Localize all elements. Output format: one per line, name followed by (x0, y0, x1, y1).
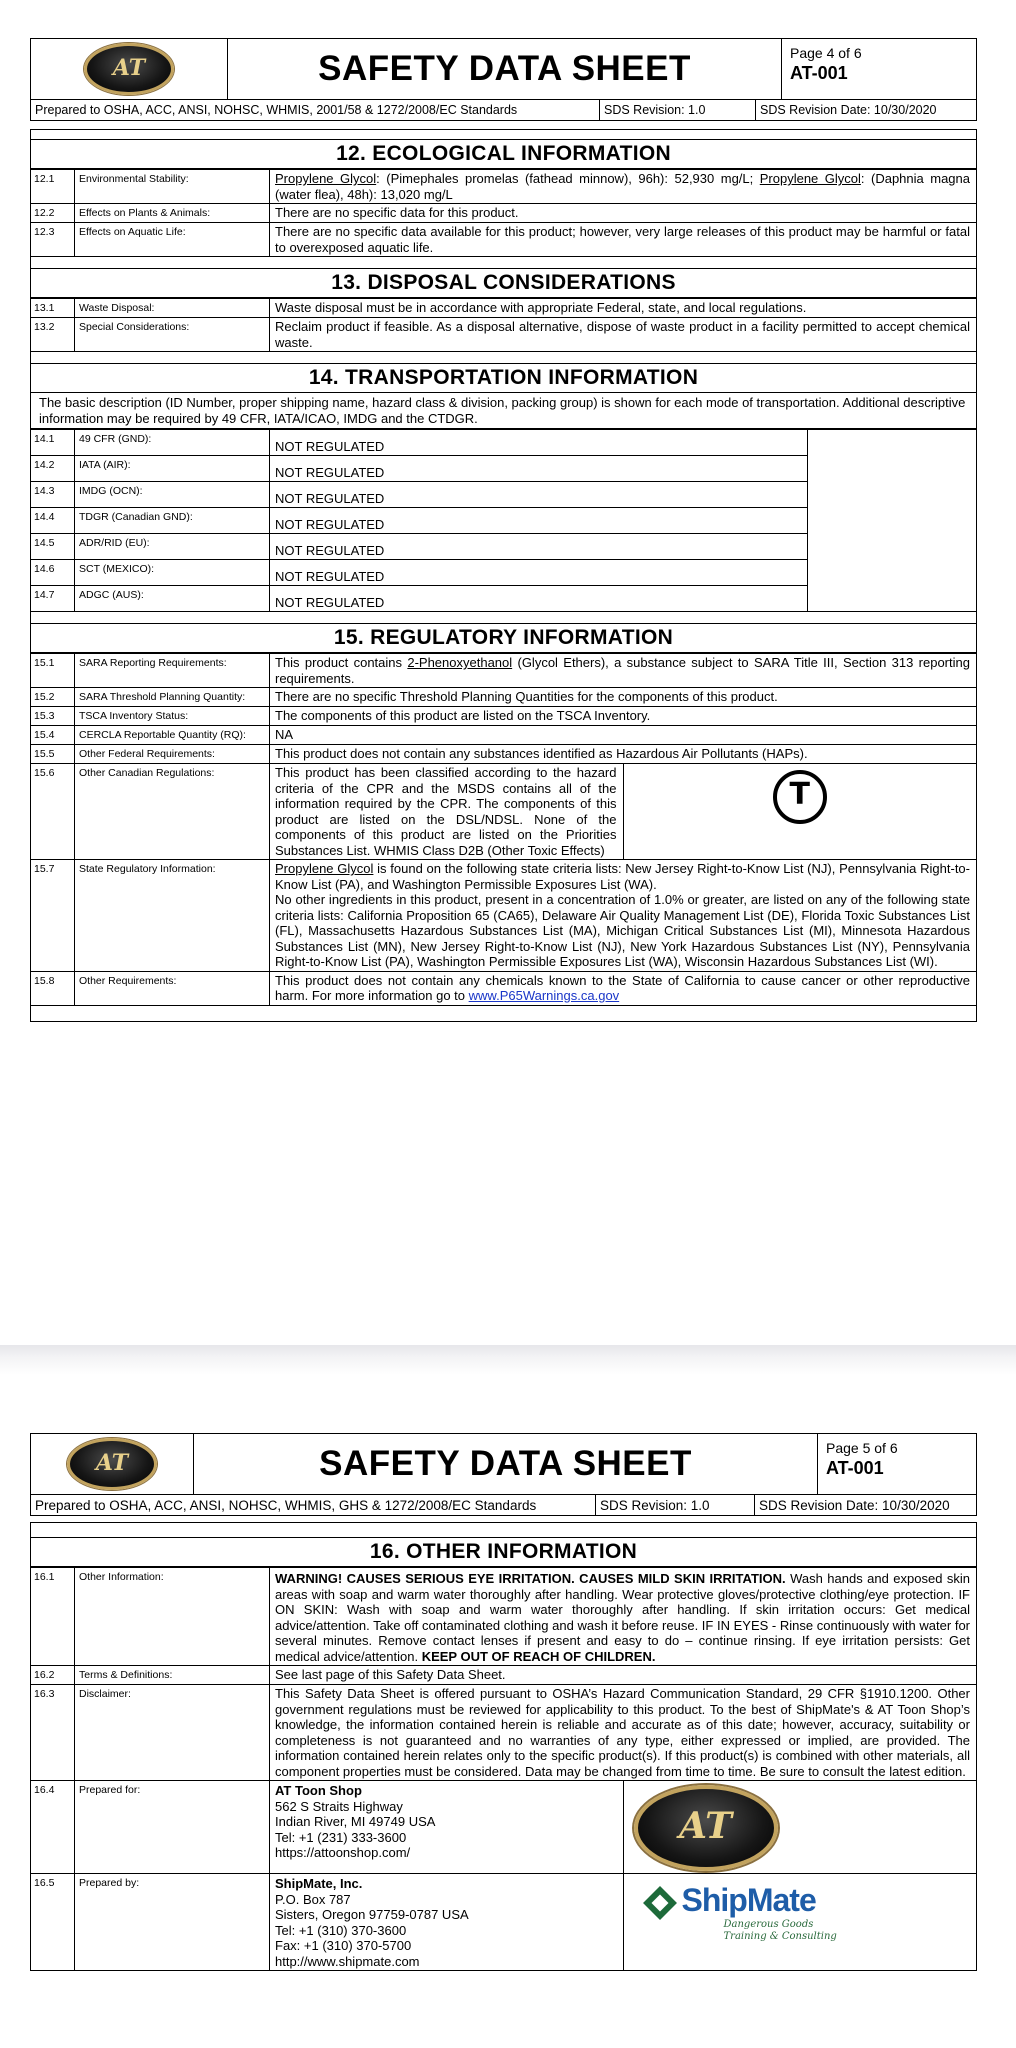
section-14-intro: The basic description (ID Number, proper shipping name, hazard class & division, packing group) is shown for each mode of transportation. Additional descriptive information may be required by 49 CFR, IATA/ICAO, IMDG and the CTDGR. (30, 393, 977, 429)
text-span: (Glycol Ethers), a substance subject to SARA Title III, Section 313 reporting requirements. (275, 655, 970, 686)
row-value: NOT REGULATED (270, 482, 808, 508)
row-number: 15.5 (31, 745, 75, 764)
row-label: Other Information: (75, 1568, 270, 1666)
page-number: Page 5 of 6 (826, 1440, 898, 1456)
row-12-3 (31, 223, 977, 257)
diamond-icon (643, 1886, 677, 1920)
standards-bar (30, 100, 977, 121)
sds-header (30, 38, 977, 100)
address-line: P.O. Box 787 (275, 1891, 351, 1907)
logo-cell (31, 39, 228, 100)
section-14-title: 14. TRANSPORTATION INFORMATION (30, 364, 977, 393)
row-value: NA (270, 726, 977, 745)
sds-revision: SDS Revision: 1.0 (600, 100, 756, 121)
sds-revision-date: SDS Revision Date: 10/30/2020 (755, 1495, 977, 1516)
sds-page-4 (30, 38, 977, 1003)
text-span: : (Pimephales promelas (fathead minnow), 96h): 52,930 mg/L; (376, 171, 760, 186)
row-16-2 (31, 1666, 977, 1685)
document-title: SAFETY DATA SHEET (228, 39, 782, 100)
standards-bar (30, 1495, 977, 1516)
section-13-title: 13. DISPOSAL CONSIDERATIONS (30, 269, 977, 298)
blank-cell (808, 430, 977, 612)
row-12-1 (31, 170, 977, 204)
row-15-1 (31, 654, 977, 688)
row-value: There are no specific Threshold Planning Quantities for the components of this product. (270, 688, 977, 707)
row-value: There are no specific data available for this product; however, very large releases of this product may be harmful or fatal to overexposed aquatic life. (270, 223, 977, 257)
row-label: SCT (MEXICO): (75, 560, 270, 586)
row-value: NOT REGULATED (270, 534, 808, 560)
row-label: IATA (AIR): (75, 456, 270, 482)
row-number: 16.2 (31, 1666, 75, 1685)
company-name: AT Toon Shop (275, 1783, 362, 1798)
product-code: AT-001 (826, 1458, 884, 1478)
section-15-table (30, 653, 977, 1006)
row-12-2 (31, 204, 977, 223)
row-label: Disclaimer: (75, 1685, 270, 1781)
p65-warnings-link[interactable]: www.P65Warnings.ca.gov (468, 988, 620, 1003)
row-value: This Safety Data Sheet is offered pursuant to OSHA’s Hazard Communication Standard, 29 CFR §1910.1200. Other government regulations must be reviewed for applicability to this product. To the best of ShipMate's & AT Toon Shop’s knowledge, the information contained herein is reliable and accurate as of this date; however, accuracy, suitability or completeness is not guaranteed and no warranties of any type, either expressed or implied, are provided. The information contained herein relates only to the specific product(s). If this product(s) is combined with other materials, all component properties must be considered. Data may be changed from time to time. Be sure to consult the latest edition. (270, 1685, 977, 1781)
row-label: IMDG (OCN): (75, 482, 270, 508)
row-number: 14.1 (31, 430, 75, 456)
row-number: 14.2 (31, 456, 75, 482)
row-16-5 (31, 1874, 977, 1971)
warning-text: WARNING! CAUSES SERIOUS EYE IRRITATION. CAUSES MILD SKIN IRRITATION. (275, 1571, 786, 1586)
row-number: 15.3 (31, 707, 75, 726)
fax: Fax: +1 (310) 370-5700 (275, 1938, 412, 1953)
row-15-7 (31, 860, 977, 972)
sds-page-5 (30, 1433, 977, 1970)
row-label: Other Federal Requirements: (75, 745, 270, 764)
address-line: Indian River, MI 49749 USA (275, 1814, 436, 1829)
row-number: 13.1 (31, 299, 75, 318)
row-16-1 (31, 1568, 977, 1666)
row-15-3 (31, 707, 977, 726)
row-label: Terms & Definitions: (75, 1666, 270, 1685)
row-value: See last page of this Safety Data Sheet. (270, 1666, 977, 1685)
row-number: 16.3 (31, 1685, 75, 1781)
row-number: 15.2 (31, 688, 75, 707)
text-span: No other ingredients in this product, present in a concentration of 1.0% or greater, are listed on any of the following state criteria lists: California Proposition 65 (CA65), Delaware Air Quality Management List (DE), Florida Toxic Substances List (FL), Massachusetts Hazardous Substances List (MA), Michigan Critical Substances List (MI), Minnesota Hazardous Substances List (MN), New Jersey Right-to-Know List (NJ), New York Hazardous Substances List (NY), Pennsylvania Right-to-Know List (PA), Washington Permissible Exposures List (WA), Wisconsin Hazardous Substances List (WI). (275, 892, 970, 969)
row-value: This product does not contain any substances identified as Hazardous Air Pollutants (HAPs). (270, 745, 977, 764)
standards-text: Prepared to OSHA, ACC, ANSI, NOHSC, WHMIS, 2001/58 & 1272/2008/EC Standards (31, 100, 600, 121)
section-12-title: 12. ECOLOGICAL INFORMATION (30, 140, 977, 169)
row-label: Other Canadian Regulations: (75, 764, 270, 860)
row-value: NOT REGULATED (270, 508, 808, 534)
row-value: The components of this product are listed on the TSCA Inventory. (270, 707, 977, 726)
row-value: NOT REGULATED (270, 456, 808, 482)
sds-header (30, 1433, 977, 1495)
row-label: State Regulatory Information: (75, 860, 270, 972)
section-12-table (30, 169, 977, 257)
row-number: 14.5 (31, 534, 75, 560)
page-info (782, 39, 977, 100)
row-label: TSCA Inventory Status: (75, 707, 270, 726)
section-16-title: 16. OTHER INFORMATION (30, 1538, 977, 1567)
company-name: ShipMate, Inc. (275, 1876, 363, 1891)
shipmate-logo-cell (623, 1874, 977, 1971)
row-label: Effects on Plants & Animals: (75, 204, 270, 223)
row-label: Waste Disposal: (75, 299, 270, 318)
row-number: 12.2 (31, 204, 75, 223)
website: https://attoonshop.com/ (275, 1845, 411, 1860)
row-16-4 (31, 1781, 977, 1874)
shipmate-tagline: Dangerous Goods (723, 1919, 814, 1930)
product-code: AT-001 (790, 63, 848, 83)
row-value: This product has been classified according to the hazard criteria of the CPR and the MSDS contains all of the information required by the CPR. The components of this product are listed on the DSL/NDSL. None of the components of this product are listed on the Priorities Substances List. WHMIS Class D2B (Other Toxic Effects) (270, 764, 624, 860)
sds-revision-date: SDS Revision Date: 10/30/2020 (756, 100, 977, 121)
row-number: 15.4 (31, 726, 75, 745)
prepared-by-address (270, 1874, 624, 1971)
row-number: 15.6 (31, 764, 75, 860)
row-16-3 (31, 1685, 977, 1781)
section-14-table (30, 429, 977, 612)
row-label: Environmental Stability: (75, 170, 270, 204)
row-number: 15.7 (31, 860, 75, 972)
row-number: 16.5 (31, 1874, 75, 1971)
section-13-table (30, 298, 977, 352)
phone: Tel: +1 (310) 370-3600 (275, 1922, 407, 1938)
row-label: CERCLA Reportable Quantity (RQ): (75, 726, 270, 745)
row-value (270, 654, 977, 688)
row-value: Reclaim product if feasible. As a disposal alternative, dispose of waste product in a facility permitted to accept chemical waste. (270, 318, 977, 352)
chemical-name: Propylene Glycol (275, 861, 374, 876)
row-13-2 (31, 318, 977, 352)
row-label: Special Considerations: (75, 318, 270, 352)
row-value: NOT REGULATED (270, 560, 808, 586)
at-toon-logo-cell (623, 1781, 977, 1874)
row-15-4 (31, 726, 977, 745)
text-span: This product does not contain any chemicals known to the State of California to cause cancer or other reproductive harm. For more information go to (275, 972, 970, 1003)
text-span: Wash hands and exposed skin areas with soap and warm water thoroughly after handling. Wear protective gloves/protective clothing/eye protection. IF ON SKIN: Wash with soap and warm water thoroughly after handling. If skin irritation occurs: Get medical advice/attention. Take off contaminated clothing and wash it before reuse. IF IN EYES - Rinse continuously with water for several minutes. Remove contact lenses if present and easy to do – continue rinsing. If eye irritation persists: Get medical advice/attention. (275, 1571, 971, 1664)
warning-text: KEEP OUT OF REACH OF CHILDREN. (421, 1648, 656, 1664)
row-number: 14.4 (31, 508, 75, 534)
website: http://www.shipmate.com (275, 1953, 420, 1969)
row-label: Prepared for: (75, 1781, 270, 1874)
row-value: NOT REGULATED (270, 586, 808, 612)
page-separator (0, 1345, 1016, 1375)
row-number: 14.6 (31, 560, 75, 586)
row-label: Effects on Aquatic Life: (75, 223, 270, 257)
logo-cell (31, 1434, 194, 1495)
page-number: Page 4 of 6 (790, 45, 862, 61)
section-15-title: 15. REGULATORY INFORMATION (30, 624, 977, 653)
prepared-for-address (270, 1781, 624, 1874)
text-span: is found on the following state criteria lists: New Jersey Right-to-Know List (NJ), Pennsylvania Right-to-Know List (PA), and Washington Permissible Exposures List (WA). (275, 861, 970, 892)
row-number: 13.2 (31, 318, 75, 352)
text-span: : (Daphnia magna (water flea), 48h): 13,020 mg/L (275, 171, 970, 202)
row-label: ADR/RID (EU): (75, 534, 270, 560)
row-label: 49 CFR (GND): (75, 430, 270, 456)
row-label: SARA Threshold Planning Quantity: (75, 688, 270, 707)
section-16-table (30, 1567, 977, 1971)
row-label: TDGR (Canadian GND): (75, 508, 270, 534)
shipmate-tagline: Training & Consulting (723, 1931, 837, 1942)
row-value (270, 170, 977, 204)
chemical-name: 2-Phenoxyethanol (407, 655, 513, 670)
row-15-2 (31, 688, 977, 707)
row-number: 12.3 (31, 223, 75, 257)
whmis-toxic-icon: T (773, 770, 827, 824)
row-label: Prepared by: (75, 1874, 270, 1971)
row-number: 15.1 (31, 654, 75, 688)
row-15-6 (31, 764, 977, 860)
standards-text: Prepared to OSHA, ACC, ANSI, NOHSC, WHMIS, GHS & 1272/2008/EC Standards (31, 1495, 596, 1516)
at-toon-logo: AT (67, 1438, 157, 1490)
shipmate-logo (644, 1882, 977, 1919)
row-value: There are no specific data for this product. (270, 204, 977, 223)
row-label: SARA Reporting Requirements: (75, 654, 270, 688)
row-number: 14.7 (31, 586, 75, 612)
sds-revision: SDS Revision: 1.0 (596, 1495, 755, 1516)
row-label: Other Requirements: (75, 971, 270, 1005)
whmis-symbol-cell (623, 764, 977, 860)
row-number: 15.8 (31, 971, 75, 1005)
document-title: SAFETY DATA SHEET (194, 1434, 818, 1495)
row-15-5 (31, 745, 977, 764)
address-line: Sisters, Oregon 97759-0787 USA (275, 1907, 469, 1922)
page-info (818, 1434, 977, 1495)
at-toon-logo: AT (84, 43, 174, 95)
row-number: 12.1 (31, 170, 75, 204)
row-value (270, 860, 977, 972)
row-label: ADGC (AUS): (75, 586, 270, 612)
at-toon-logo: AT (634, 1785, 778, 1871)
row-number: 14.3 (31, 482, 75, 508)
row-value (270, 1568, 977, 1666)
chemical-name: Propylene Glycol (275, 171, 377, 186)
address-line: 562 S Straits Highway (275, 1798, 403, 1814)
phone: Tel: +1 (231) 333-3600 (275, 1829, 407, 1845)
row-13-1 (31, 299, 977, 318)
row-number: 16.1 (31, 1568, 75, 1666)
row-value: NOT REGULATED (270, 430, 808, 456)
shipmate-wordmark: ShipMate (681, 1882, 816, 1918)
row-14-1 (31, 430, 977, 456)
row-number: 16.4 (31, 1781, 75, 1874)
row-value (270, 971, 977, 1005)
row-value: Waste disposal must be in accordance with appropriate Federal, state, and local regulations. (270, 299, 977, 318)
text-span: This product contains (275, 655, 408, 670)
row-15-8 (31, 971, 977, 1005)
chemical-name: Propylene Glycol (759, 171, 861, 186)
